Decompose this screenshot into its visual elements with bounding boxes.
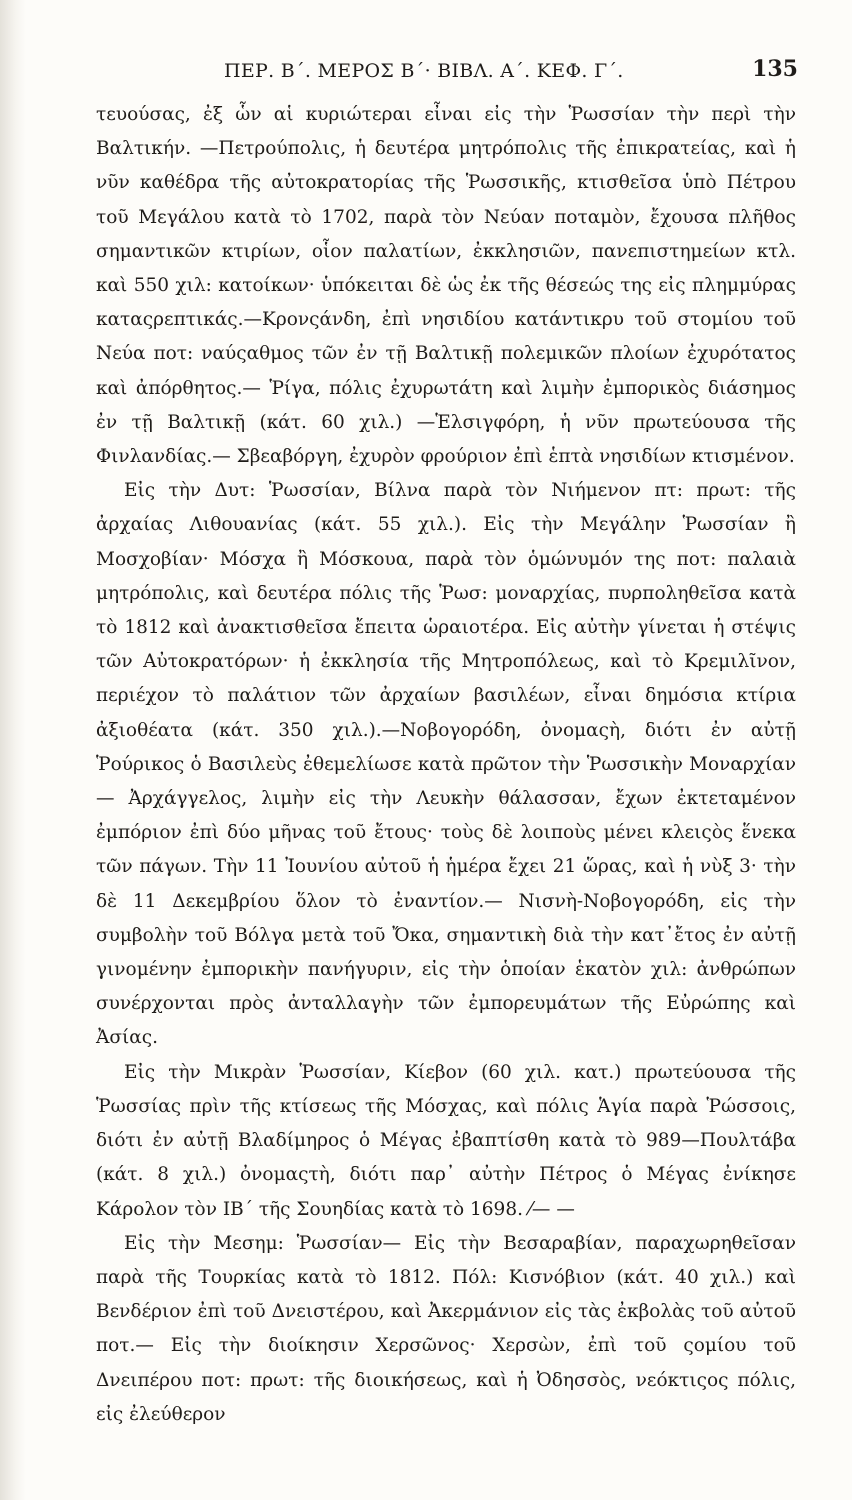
paragraph-little-russia: Εἰς τὴν Μικρὰν Ῥωσσίαν, Κίεβον (60 χιλ. κατ.) πρωτεύουσα τῆς Ῥωσσίας πρὶν τῆς κτίσεως τῆς Μόσχας, καὶ πόλις Ἁγία παρὰ Ῥώσσοις, διότι ἐν αὐτῇ Βλαδίμηρος ὁ Μέγας ἐβαπτίσθη κατὰ τὸ 989—Πουλτάβα (κάτ. 8 χιλ.) ὀνομαςτὴ, διότι παρ᾽ αὐτὴν Πέτρος ὁ Μέγας ἐνίκησε Κάρολον τὸν ΙΒ΄ τῆς Σουηδίας κατὰ τὸ 1698. ⁄— — xyxy=(96,1061,796,1220)
paragraph-baltic-provinces: τευούσας, ἐξ ὧν αἱ κυριώτεραι εἶναι εἰς τὴν Ῥωσσίαν τὴν περὶ τὴν Βαλτικήν. —Πετρούπολις, ἡ δευτέρα μητρόπολις τῆς ἐπικρατείας, καὶ ἡ νῦν καθέδρα τῆς αὐτοκρατορίας τῆς Ῥωσσικῆς, κτισθεῖσα ὑπὸ Πέτρου τοῦ Μεγάλου κατὰ τὸ 1702, παρὰ τὸν Νεύαν ποταμὸν, ἔχουσα πλῆθος σημαντικῶν κτιρίων, οἷον παλατίων, ἐκκλησιῶν, πανεπιστημείων κτλ. καὶ 550 χιλ: κατοίκων· ὑπόκειται δὲ ὡς ἐκ τῆς θέσεώς της εἰς πλημμύρας καταςρεπτικάς.—Κρονςάνδη, ἐπὶ νησιδίου κατάντικρυ τοῦ στομίου τοῦ Νεύα ποτ: ναύςαθμος τῶν ἐν τῇ Βαλτικῇ πολεμικῶν πλοίων ἐχυρότατος καὶ ἀπόρθητος.— Ῥίγα, πόλις ἐχυρωτάτη καὶ λιμὴν ἐμπορικὸς διάσημος ἐν τῇ Βαλτικῇ (κάτ. 60 χιλ.) —Ἑλσιγφόρη, ἡ νῦν πρωτεύουσα τῆς Φινλανδίας.— Σβεαβόργη, ἐχυρὸν φρούριον ἐπὶ ἑπτὰ νησιδίων κτισμένον. xyxy=(96,104,796,468)
running-head: ΠΕΡ. Β΄. ΜΕΡΟΣ Β΄· ΒΙΒΛ. Α΄. ΚΕΦ. Γ΄. xyxy=(224,60,624,82)
paragraph-western-great-russia: Εἰς τὴν Δυτ: Ῥωσσίαν, Βίλνα παρὰ τὸν Νιήμενον πτ: πρωτ: τῆς ἀρχαίας Λιθουανίας (κάτ. 55 χιλ.). Εἰς τὴν Μεγάλην Ῥωσσίαν ἢ Μοσχοβίαν· Μόσχα ἢ Μόσκουα, παρὰ τὸν ὁμώνυμόν της ποτ: παλαιὰ μητρόπολις, καὶ δευτέρα πόλις τῆς Ῥωσ: μοναρχίας, πυρποληθεῖσα κατὰ τὸ 1812 καὶ ἀνακτισθεῖσα ἔπειτα ὡραιοτέρα. Εἰς αὐτὴν γίνεται ἡ στέψις τῶν Αὐτοκρατόρων· ἡ ἐκκλησία τῆς Μητροπόλεως, καὶ τὸ Κρεμιλῖνον, περιέχον τὸ παλάτιον τῶν ἀρχαίων βασιλέων, εἶναι δημόσια κτίρια ἀξιοθέατα (κάτ. 350 χιλ.).—Νοβογορόδη, ὀνομαςὴ, διότι ἐν αὐτῇ Ῥούρικος ὁ Βασιλεὺς ἐθεμελίωσε κατὰ πρῶτον τὴν Ῥωσσικὴν Μοναρχίαν— Ἀρχάγγελος, λιμὴν εἰς τὴν Λευκὴν θάλασσαν, ἔχων ἐκτεταμένον ἐμπόριον ἐπὶ δύο μῆνας τοῦ ἔτους· τοὺς δὲ λοιποὺς μένει κλειςὸς ἕνεκα τῶν πάγων. Τὴν 11 Ἰουνίου αὐτοῦ ἡ ἡμέρα ἔχει 21 ὥρας, καὶ ἡ νὺξ 3· τὴν δὲ 11 Δεκεμβρίου ὅλον τὸ ἐναντίον.— Νισνὴ-Νοβογορόδη, εἰς τὴν συμβολὴν τοῦ Βόλγα μετὰ τοῦ Ὄκα, σημαντικὴ διὰ τὴν κατ᾽ἔτος ἐν αὐτῇ γινομένην ἐμπορικὴν πανήγυριν, εἰς τὴν ὁποίαν ἑκατὸν χιλ: ἀνθρώπων συνέρχονται πρὸς ἀνταλλαγὴν τῶν ἐμπορευμάτων τῆς Εὐρώπης καὶ Ἀσίας. xyxy=(96,480,796,1049)
page-header xyxy=(96,56,798,92)
paragraph-southern-russia: Εἰς τὴν Μεσημ: Ῥωσσίαν— Εἰς τὴν Βεσαραβίαν, παραχωρηθεῖσαν παρὰ τῆς Τουρκίας κατὰ τὸ 1812. Πόλ: Κισνόβιον (κάτ. 40 χιλ.) καὶ Βενδέριον ἐπὶ τοῦ Δνειστέρου, καὶ Ἀκερμάνιον εἰς τὰς ἐκβολὰς τοῦ αὐτοῦ ποτ.— Εἰς τὴν διοίκησιν Χερσῶνος· Χερσὼν, ἐπὶ τοῦ ςομίου τοῦ Δνειπέρου ποτ: πρωτ: τῆς διοικήσεως, καὶ ἡ Ὀδησσὸς, νεόκτιςος πόλις, εἰς ἐλεύθερον xyxy=(96,1232,796,1425)
spine-shadow xyxy=(0,0,26,1500)
page-number: 135 xyxy=(752,56,798,82)
body-text xyxy=(96,98,796,1432)
